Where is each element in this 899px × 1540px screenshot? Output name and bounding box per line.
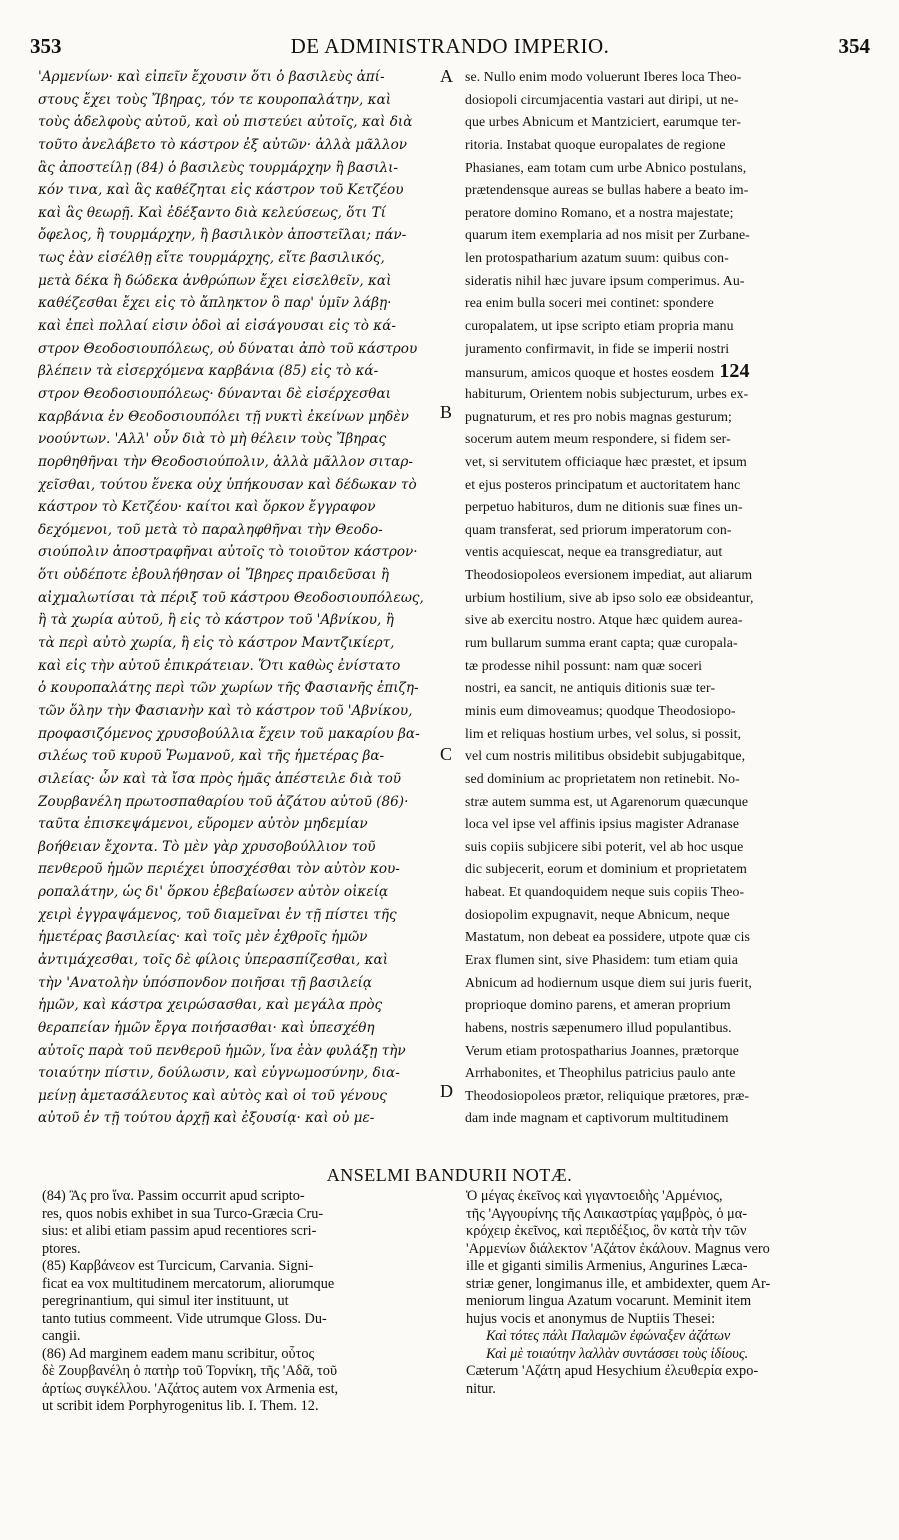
latin-text-line: vel cum nostris militibus obsidebit subjugabitque,	[465, 748, 746, 764]
greek-text-line: καθέζεσθαι ἔχει εἰς τὸ ἄπληκτον ὃ παρ' ὑμῖν λάβῃ·	[38, 295, 392, 312]
latin-text-line: pugnaturum, et res pro nobis magnas gesturum;	[465, 408, 732, 424]
latin-text-line: Mastatum, non debeat ea possidere, utpote quæ cis	[465, 929, 750, 945]
greek-text-line: σιούπολιν ἀποστραφῆναι αὐτοῖς τὸ τοιοῦτον κάστρον·	[38, 544, 418, 561]
latin-text-line: Arrhabonites, et Theophilus patricius paulo ante	[465, 1065, 736, 1081]
greek-text-line: αὐτοῖς παρὰ τοῦ πενθεροῦ ἡμῶν, ἵνα ἐὰν φυλάξῃ τὴν	[38, 1042, 406, 1059]
running-header	[30, 34, 870, 62]
note-line: ptores.	[42, 1240, 81, 1257]
latin-text-line: sideratis nihil hæc juvare ipsum comperimus. Au-	[465, 272, 745, 288]
latin-text-line: Verum etiam protospatharius Joannes, prætorque	[465, 1042, 739, 1058]
greek-text-line: ὄφελος, ἢ τουρμάρχην, ἢ βασιλικὸν ἀποστεῖλαι; πάν-	[38, 227, 407, 244]
latin-text-line: se. Nullo enim modo voluerunt Iberes loca Theo-	[465, 69, 742, 84]
note-line: ficat ea vox multitudinem mercatorum, aliorumque	[42, 1275, 335, 1292]
note-line: (85) Καρβάνεον est Turcicum, Carvania. Signi-	[42, 1258, 314, 1274]
notes-left-column	[42, 1188, 437, 1416]
greek-text-line: ἡμῶν, καὶ κάστρα χειρώσασθαι, καὶ μεγάλα πρὸς	[38, 997, 383, 1014]
latin-text-line: Theodosiopoleos prætor, reliquique prætores, præ-	[465, 1087, 750, 1103]
greek-text-line: αὐτοῦ ἐν τῇ τούτου ἀρχῇ καὶ ἐξουσίᾳ· καὶ οὐ με-	[38, 1110, 375, 1127]
greek-text-line: τως ἐὰν εἰσέλθῃ εἴτε τουρμάρχης, εἴτε βασιλικός,	[38, 250, 385, 267]
note-line: (86) Ad marginem eadem manu scribitur, οὗτος	[42, 1345, 315, 1362]
column-number: 124	[714, 360, 750, 383]
latin-text-line: dam inde magnam et captivorum multitudinem	[465, 1110, 729, 1126]
margin-letter-d: D	[440, 1081, 453, 1101]
note-line: striæ gener, longimanus ille, et ambidexter, quem Ar-	[466, 1275, 771, 1292]
latin-text-line: rea enim bulla soceri mei continet: spondere	[465, 295, 714, 311]
latin-text-line: quarum item exemplaria ad nos misit per Zurbane-	[465, 227, 750, 243]
greek-text-line: τὰ περὶ αὐτὸ χωρία, ἢ εἰς τὸ κάστρον Μαντζικίερτ,	[38, 635, 395, 652]
latin-text-line: socerum autem meum respondere, si fidem ser-	[465, 431, 731, 447]
latin-text-line: rum bullarum summa erant capta; quæ curopala-	[465, 635, 738, 651]
greek-text-line: τῶν ὅλην τὴν Φασιανὴν καὶ τὸ κάστρον τοῦ 'Αβνίκου,	[38, 702, 413, 719]
latin-text-line: que urbes Abnicum et Mantziciert, earumque ter-	[465, 114, 742, 130]
note-line: Καὶ τότες πάλι Παλαμῶν ἐφώναξεν ἀζάτων	[486, 1328, 731, 1344]
latin-text-line: minis eum dimoveamus; quodque Theodosiopo-	[465, 702, 736, 718]
latin-text-line: juramento confirmavit, in fide se imperii nostri	[465, 340, 730, 356]
greek-text-line: τοὺς ἀδελφοὺς αὐτοῦ, καὶ οὐ πιστεύει αὐτοῖς, καὶ διὰ	[38, 114, 413, 131]
note-line: δὲ Ζουρβανέλη ὁ πατὴρ τοῦ Τορνίκη, τῆς 'Αδᾶ, τοῦ	[42, 1363, 338, 1379]
latin-text-column	[465, 66, 865, 1130]
latin-text-line: tæ prodesse nihil possunt: nam quæ soceri	[465, 657, 703, 673]
greek-text-line: τοιαύτην πίστιν, δούλωσιν, καὶ εὐγνωμοσύνην, δια-	[38, 1065, 400, 1082]
note-line: Ὁ μέγας ἐκεῖνος καὶ γιγαντοειδὴς 'Αρμένιος,	[466, 1188, 723, 1204]
note-line: meniorum lingua Azatum vocarunt. Meminit item	[466, 1293, 752, 1309]
greek-text-line: καὶ ἐπεὶ πολλαί εἰσιν ὁδοὶ αἱ εἰσάγουσαι εἰς τὸ κά-	[38, 318, 396, 335]
greek-text-line: μείνῃ ἀμετασάλευτος καὶ αὐτὸς καὶ οἱ τοῦ γένους	[38, 1087, 387, 1104]
note-line: cangii.	[42, 1328, 81, 1344]
note-line: nitur.	[466, 1380, 496, 1397]
greek-text-line: τοῦτο ἀνελάβετο τὸ κάστρον ἐξ αὐτῶν· ἀλλὰ μᾶλλον	[38, 136, 408, 153]
margin-letter-a: A	[440, 66, 453, 86]
latin-text-line: prætendensque aureas se bullas habere a beato im-	[465, 182, 749, 198]
greek-text-line: στους ἔχει τοὺς Ἴβηρας, τόν τε κουροπαλάτην, καὶ	[38, 91, 392, 108]
note-line: 'Αρμενίων διάλεκτον 'Αζάτον ἐκάλουν. Magnus vero	[466, 1240, 770, 1257]
latin-text-line: sed dominium ac proprietatem non retinebit. No-	[465, 770, 740, 786]
latin-text-line: habeat. Et quandoquidem neque suis copiis Theo-	[465, 884, 745, 900]
latin-text-line: mansurum, amicos quoque et hostes eosdem 124	[465, 360, 750, 383]
note-line: sius: et alibi etiam passim apud recentiores scri-	[42, 1223, 317, 1239]
latin-text-line: Abnicum ad hodiernum usque diem sui juris fuerit,	[465, 974, 752, 990]
greek-text-line: ταῦτα ἐπισκεψάμενοι, εὕρομεν αὐτὸν μηδεμίαν	[38, 816, 368, 833]
latin-text-line: peratore domino Romano, et a nostra majestate;	[465, 204, 734, 220]
latin-text-line: Phasianes, eam totam cum urbe Abnico postulans,	[465, 159, 747, 175]
greek-text-line: ἢ τὰ χωρία αὐτοῦ, ἢ εἰς τὸ κάστρον τοῦ 'Αβνίκου, ἢ	[38, 612, 394, 629]
note-line: Καὶ μὲ τοιαύτην λαλλὰν συντάσσει τοὺς ἰδίους.	[486, 1345, 749, 1362]
greek-text-line: καὶ ἃς θεωρῇ. Καὶ ἐδέξαντο διὰ κελεύσεως, ὅτι Τί	[38, 204, 386, 221]
note-line: κρόχειρ ἐκεῖνος, καὶ περιδέξιος, ὃν κατὰ τὴν τῶν	[466, 1223, 747, 1239]
greek-text-line: στρον Θεοδοσιουπόλεως, οὐ δύναται ἀπὸ τοῦ κάστρου	[38, 340, 418, 357]
greek-text-line: σιλέως τοῦ κυροῦ Ῥωμανοῦ, καὶ τῆς ἡμετέρας βα-	[38, 748, 385, 765]
latin-text-line: suis copiis subjicere sibi poterit, vel ab hoc usque	[465, 838, 744, 854]
margin-letter-b: B	[440, 402, 453, 422]
note-line: τῆς 'Αγγουρίνης τῆς Λαικαστρίας γαμβρὸς, ὁ μα-	[466, 1205, 747, 1222]
latin-text-line: urbium hostilium, sive ab ipso solo eæ obsideantur,	[465, 589, 754, 605]
greek-text-line: ὅτι οὐδέποτε ἐβουλήθησαν οἱ Ἴβηρες πραιδεῦσαι ἢ	[38, 567, 389, 584]
latin-text-line: ritoria. Instabat quoque europalates de regione	[465, 136, 726, 152]
latin-text-line: loca vel ipse vel affinis ipsius magister Adranase	[465, 816, 740, 832]
greek-text-line: τὴν 'Ανατολὴν ὑπόσπονδον ποιῆσαι τῇ βασιλείᾳ	[38, 974, 373, 991]
latin-text-line: dosiopoli circumjacentia vastari aut diripi, ut ne-	[465, 91, 739, 107]
latin-text-line: quam transferat, sed priorum imperatorum con-	[465, 521, 732, 537]
greek-text-line: μετὰ δέκα ἢ δώδεκα ἀνθρώπων ἔχει εἰσελθεῖν, καὶ	[38, 272, 392, 289]
greek-text-line: χεῖσθαι, τούτου ἕνεκα οὐχ ὑπήκουσαν καὶ δέδωκαν τὸ	[38, 476, 417, 493]
greek-text-line: καὶ εἰς τὴν αὐτοῦ ἐπικράτειαν. Ὅτι καθὼς ἐνίστατο	[38, 657, 401, 674]
greek-text-line: βοήθειαν ἔχοντα. Τὸ μὲν γὰρ χρυσοβούλλιον τοῦ	[38, 838, 376, 855]
greek-text-line: ἃς ἀποστείλῃ (84) ὁ βασιλεὺς τουρμάρχην ἢ βασιλι-	[38, 159, 398, 176]
latin-text-line: stræ autem summa est, ut Agarenorum quæcunque	[465, 793, 749, 809]
greek-text-line: ὁ κουροπαλάτης περὶ τῶν χωρίων τῆς Φασιανῆς ἐπιζη-	[38, 680, 419, 697]
greek-text-line: πορθηθῆναι τὴν Θεοδοσιούπολιν, ἀλλὰ μᾶλλον σιταρ-	[38, 453, 413, 470]
greek-text-line: ἡμετέρας βασιλείας· καὶ τοῖς μὲν ἐχθροῖς ἡμῶν	[38, 929, 368, 946]
latin-text-line: vet, si servitutem officiaque hæc præstet, et ipsum	[465, 453, 747, 469]
note-line: tanto tutius commeent. Vide utrumque Gloss. Du-	[42, 1310, 327, 1327]
page-number-right: 354	[838, 34, 870, 58]
notes-right-column	[466, 1188, 866, 1398]
greek-text-column	[38, 66, 438, 1130]
greek-text-line: στρον Θεοδοσιουπόλεως· δύνανται δὲ εἰσέρχεσθαι	[38, 385, 391, 402]
latin-text-line: perpetuo habituros, dum ne ditionis suæ fines un-	[465, 499, 743, 515]
note-line: ut scribit idem Porphyrogenitus lib. I. Them. 12.	[42, 1398, 319, 1414]
greek-text-line: κάστρον τὸ Κετζέου· καίτοι καὶ ὅρκον ἔγγραφον	[38, 499, 376, 516]
latin-text-line: proprioque domino parens, et ameran proprium	[465, 997, 731, 1013]
latin-text-line: len protospatharium azatum suum: quibus con-	[465, 250, 729, 266]
latin-text-line: et ejus posteros principatum et auctoritatem hanc	[465, 476, 741, 492]
page-number-left: 353	[30, 34, 62, 58]
latin-text-line: Erax flumen sint, sive Phasidem: tum etiam quia	[465, 951, 738, 967]
notes-title: ANSELMI BANDURII NOTÆ.	[326, 1165, 573, 1185]
note-line: res, quos nobis exhibet in sua Turco-Græcia Cru-	[42, 1205, 324, 1222]
latin-text-line: dosiopolim expugnavit, neque Abnicum, neque	[465, 906, 730, 922]
note-line: Cæterum 'Αζάτη apud Hesychium ἐλευθερία expo-	[466, 1363, 759, 1379]
latin-text-line: Theodosiopoleos eversionem impediat, aut aliarum	[465, 567, 753, 583]
greek-text-line: πενθεροῦ ἡμῶν περιέχει ὑποσχέσθαι τὸν αὐτὸν κου-	[38, 861, 400, 878]
greek-text-line: θεραπείαν ἡμῶν ἔργα ποιήσασθαι· καὶ ὑπεσχέθη	[38, 1019, 375, 1036]
latin-text-line: sive ab exercitu nostro. Atque hæc quidem aurea-	[465, 612, 743, 628]
latin-text-line: curopalatem, ut ipse scripto etiam propria manu	[465, 318, 734, 334]
note-line: peregrinantium, qui simul iter instituunt, ut	[42, 1293, 289, 1309]
latin-text-line: ventis acquiescat, neque ea transgrediatur, aut	[465, 544, 723, 560]
greek-text-line: προφασιζόμενος χρυσοβούλλια ἔχειν τοῦ μακαρίου βα-	[38, 725, 420, 742]
note-line: ἀρτίως συγκέλλου. 'Αζάτος autem vox Armenia est,	[42, 1380, 339, 1397]
greek-text-line: δεχόμενοι, τοῦ μετὰ τὸ παραληφθῆναι τὴν Θεοδο-	[38, 521, 383, 538]
latin-text-line: habiturum, Orientem nobis subjecturum, urbes ex-	[465, 385, 749, 401]
running-title: DE ADMINISTRANDO IMPERIO.	[290, 34, 610, 58]
greek-text-line: Ζουρβανέλη πρωτοσπαθαρίου τοῦ ἀζάτου αὐτοῦ (86)·	[38, 793, 409, 810]
note-line: hujus vocis et anonymus de Nuptiis Thesei:	[466, 1310, 716, 1327]
greek-text-line: ἀντιμάχεσθαι, τοῖς δὲ φίλοις ὑπερασπίζεσθαι, καὶ	[38, 951, 389, 968]
greek-text-line: 'Αρμενίων· καὶ εἰπεῖν ἔχουσιν ὅτι ὁ βασιλεὺς ἀπί-	[38, 69, 385, 85]
greek-text-line: κόν τινα, καὶ ἃς καθέζηται εἰς κάστρον τοῦ Κετζέου	[38, 182, 404, 199]
greek-text-line: ροπαλάτην, ὡς δι' ὅρκου ἐβεβαίωσεν αὐτὸν οἰκείᾳ	[38, 884, 389, 901]
greek-text-line: βλέπειν τὰ εἰσερχόμενα καρβάνια (85) εἰς τὸ κά-	[38, 363, 379, 380]
note-line: ille et giganti similis Armenius, Angurines Læca-	[466, 1258, 748, 1274]
greek-text-line: καρβάνια ἐν Θεοδοσιουπόλει τῇ νυκτὶ ἐκείνων μηδὲν	[38, 408, 409, 425]
greek-text-line: σιλείας· ὧν καὶ τὰ ἴσα πρὸς ἡμᾶς ἀπέστειλε διὰ τοῦ	[38, 770, 402, 787]
margin-letter-c: C	[440, 744, 453, 764]
greek-text-line: νοούντων. 'Αλλ' οὖν διὰ τὸ μὴ θέλειν τοὺς Ἴβηρας	[38, 431, 387, 448]
greek-text-line: αἰχμαλωτίσαι τὰ πέριξ τοῦ κάστρου Θεοδοσιουπόλεως,	[38, 589, 424, 606]
latin-text-line: dic subjecerit, eorum et dominium et proprietatem	[465, 861, 747, 877]
greek-text-line: χειρὶ ἐγγραψάμενος, τοῦ διαμεῖναι ἐν τῇ πίστει τῆς	[38, 906, 397, 923]
latin-text-line: nostri, ea sancit, ne antiquis ditionis suæ ter-	[465, 680, 716, 696]
note-line: (84) Ἂς pro ἵνα. Passim occurrit apud scripto-	[42, 1188, 305, 1204]
latin-text-line: habens, nostris sæpenumero illud populantibus.	[465, 1019, 732, 1035]
latin-text-line: lim et reliquas hostium urbes, vel solus, si possit,	[465, 725, 742, 741]
